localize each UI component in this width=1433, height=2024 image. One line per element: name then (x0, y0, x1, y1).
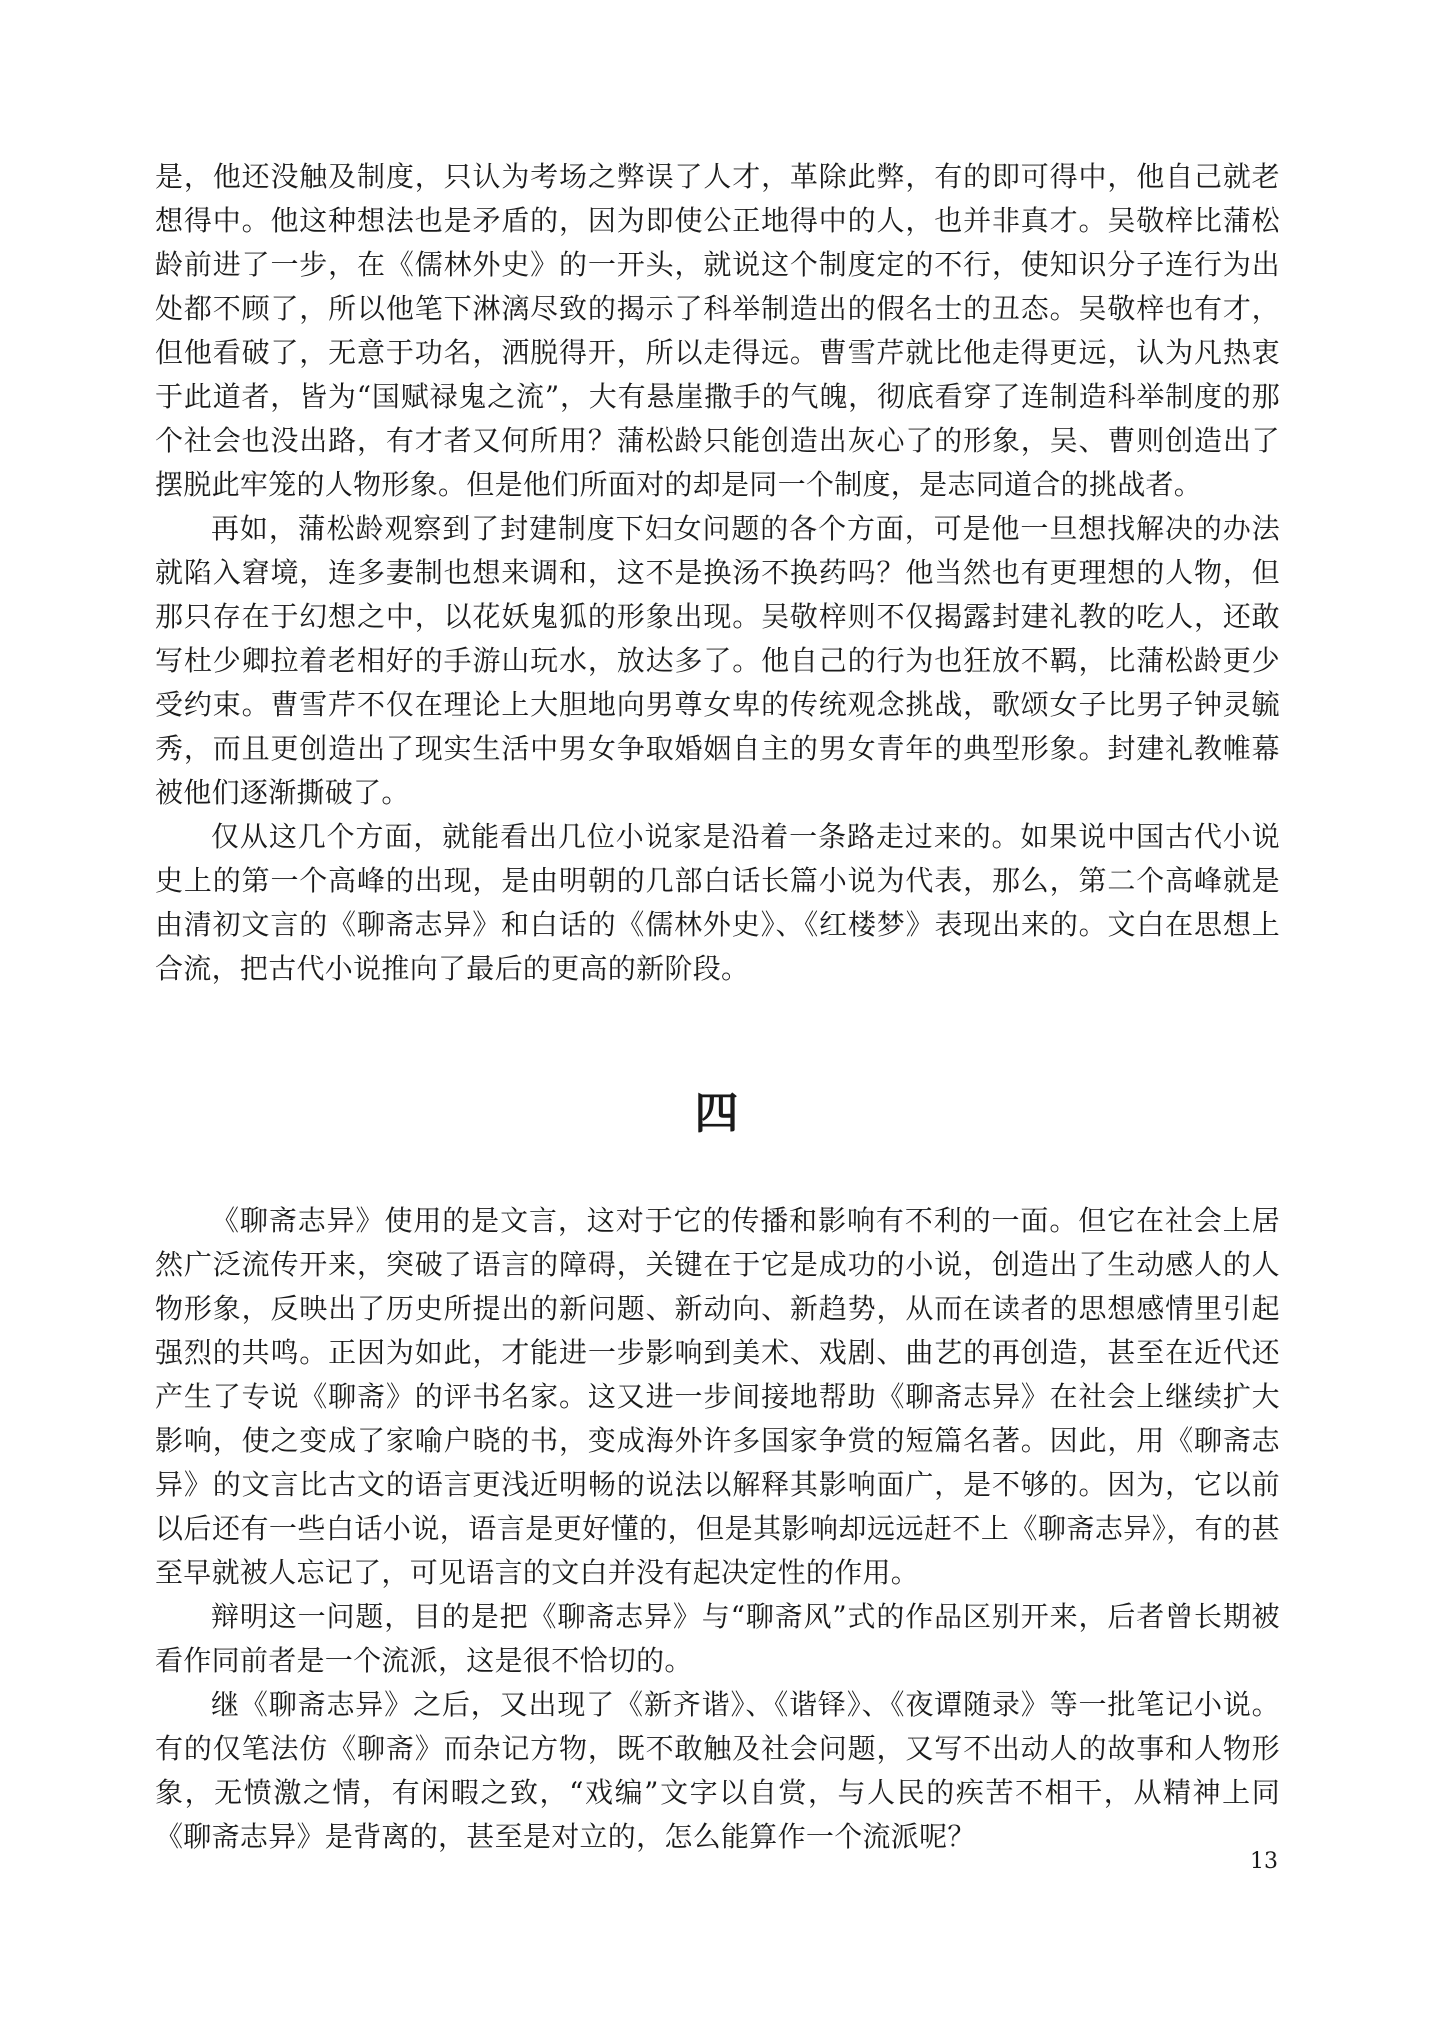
page-number: 13 (1250, 1849, 1278, 1874)
paragraph: 仅从这几个方面，就能看出几位小说家是沿着一条路走过来的。如果说中国古代小说史上的第一个高峰的出现，是由明朝的几部白话长篇小说为代表，那么，第二个高峰就是由清初文言的《聊斋志异》和白话的《儒林外史》、《红楼梦》表现出来的。文白在思想上合流，把古代小说推向了最后的更高的新阶段。 (155, 820, 1280, 985)
body-text-lower (155, 1199, 1280, 1859)
paragraph: 《聊斋志异》使用的是文言，这对于它的传播和影响有不利的一面。但它在社会上居然广泛流传开来，突破了语言的障碍，关键在于它是成功的小说，创造出了生动感人的人物形象，反映出了历史所提出的新问题、新动向、新趋势，从而在读者的思想感情里引起强烈的共鸣。正因为如此，才能进一步影响到美术、戏剧、曲艺的再创造，甚至在近代还产生了专说《聊斋》的评书名家。这又进一步间接地帮助《聊斋志异》在社会上继续扩大影响，使之变成了家喻户晓的书，变成海外许多国家争赏的短篇名著。因此，用《聊斋志异》的文言比古文的语言更浅近明畅的说法以解释其影响面广，是不够的。因为，它以前以后还有一些白话小说，语言是更好懂的，但是其影响却远远赶不上《聊斋志异》，有的甚至早就被人忘记了，可见语言的文白并没有起决定性的作用。 (155, 1204, 1280, 1589)
paragraph: 再如，蒲松龄观察到了封建制度下妇女问题的各个方面，可是他一旦想找解决的办法就陷入窘境，连多妻制也想来调和，这不是换汤不换药吗？他当然也有更理想的人物，但那只存在于幻想之中，以花妖鬼狐的形象出现。吴敬梓则不仅揭露封建礼教的吃人，还敢写杜少卿拉着老相好的手游山玩水，放达多了。他自己的行为也狂放不羁，比蒲松龄更少受约束。曹雪芹不仅在理论上大胆地向男尊女卑的传统观念挑战，歌颂女子比男子钟灵毓秀，而且更创造出了现实生活中男女争取婚姻自主的男女青年的典型形象。封建礼教帷幕被他们逐渐撕破了。 (155, 512, 1280, 809)
section-heading: 四 (694, 1088, 739, 1139)
paragraph: 继《聊斋志异》之后，又出现了《新齐谐》、《谐铎》、《夜谭随录》等一批笔记小说。有的仅笔法仿《聊斋》而杂记方物，既不敢触及社会问题，又写不出动人的故事和人物形象，无愤激之情，有闲暇之致，“戏编”文字以自赏，与人民的疾苦不相干，从精神上同《聊斋志异》是背离的，甚至是对立的，怎么能算作一个流派呢？ (155, 1688, 1280, 1853)
paragraph-continued: 是，他还没触及制度，只认为考场之弊误了人才，革除此弊，有的即可得中，他自己就老想得中。他这种想法也是矛盾的，因为即使公正地得中的人，也并非真才。吴敬梓比蒲松龄前进了一步，在《儒林外史》的一开头，就说这个制度定的不行，使知识分子连行为出处都不顾了，所以他笔下淋漓尽致的揭示了科举制造出的假名士的丑态。吴敬梓也有才，但他看破了，无意于功名，洒脱得开，所以走得远。曹雪芹就比他走得更远，认为凡热衷于此道者，皆为“国赋禄鬼之流”，大有悬崖撒手的气魄，彻底看穿了连制造科举制度的那个社会也没出路，有才者又何所用？蒲松龄只能创造出灰心了的形象，吴、曹则创造出了摆脱此牢笼的人物形象。但是他们所面对的却是同一个制度，是志同道合的挑战者。 (155, 160, 1280, 501)
body-text-upper (155, 155, 1280, 991)
paragraph: 辩明这一问题，目的是把《聊斋志异》与“聊斋风”式的作品区别开来，后者曾长期被看作同前者是一个流派，这是很不恰切的。 (155, 1600, 1280, 1677)
